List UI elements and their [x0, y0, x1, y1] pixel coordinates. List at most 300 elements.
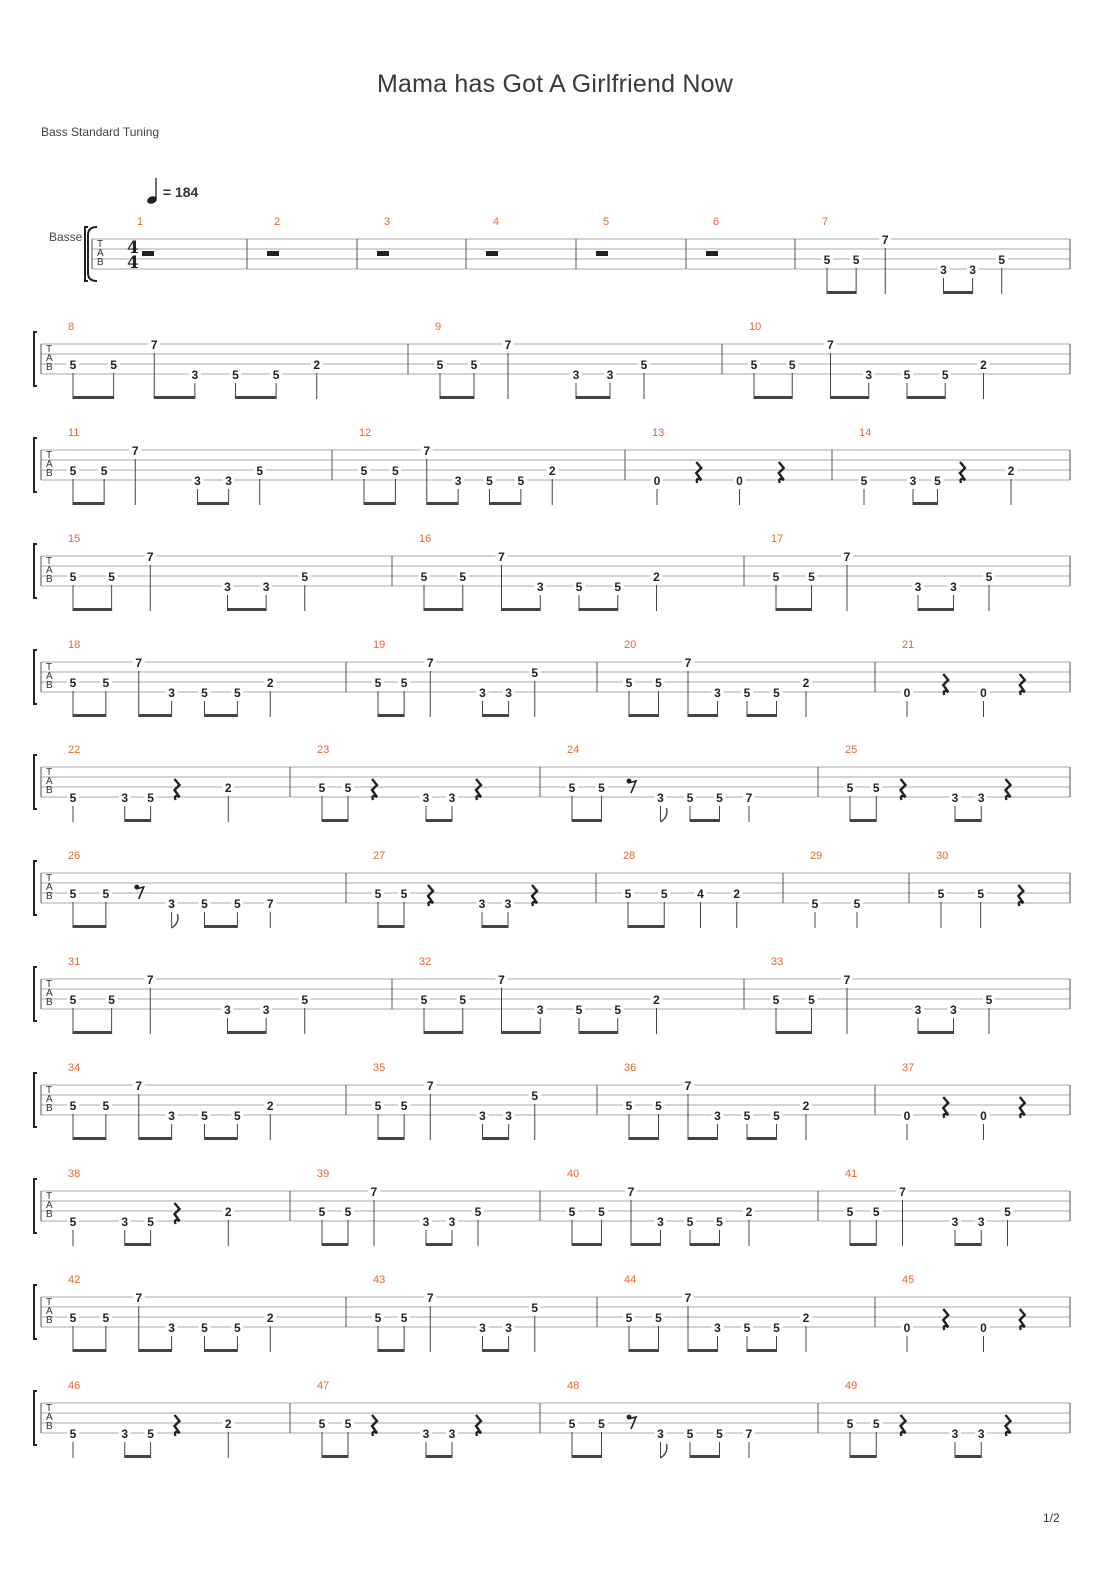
- beam: [688, 714, 718, 717]
- fret-number: 5: [400, 1099, 408, 1113]
- fret-number: 5: [903, 368, 911, 382]
- beam: [424, 608, 463, 611]
- fret-number: 7: [426, 1079, 434, 1093]
- fret-number: 3: [168, 1109, 175, 1123]
- multi-measure-rest-icon: [706, 251, 718, 256]
- beam: [125, 1243, 151, 1246]
- fret-number: 5: [474, 1205, 482, 1219]
- fret-number: 5: [69, 1427, 77, 1441]
- tab-clef-letter: B: [46, 1421, 53, 1432]
- beam: [579, 608, 618, 611]
- fret-number: 3: [479, 686, 486, 700]
- fret-number: 7: [827, 338, 834, 352]
- fret-number: 5: [808, 570, 815, 584]
- fret-number: 7: [146, 973, 154, 987]
- tab-clef-letter: A: [46, 776, 53, 787]
- beam: [139, 1349, 172, 1352]
- quarter-rest-icon: [779, 462, 784, 483]
- fret-number: 3: [977, 1427, 985, 1441]
- beam: [125, 819, 151, 822]
- measure-number: 42: [68, 1274, 81, 1286]
- beam: [483, 1349, 509, 1352]
- quarter-rest-icon: [943, 674, 948, 695]
- fret-number: 3: [914, 580, 922, 594]
- fret-number: 3: [422, 1215, 430, 1229]
- beam: [850, 1243, 876, 1246]
- beam: [427, 502, 458, 505]
- measure-number: 31: [68, 956, 81, 968]
- quarter-rest-icon: [476, 779, 481, 800]
- fret-number: 5: [531, 1301, 539, 1315]
- fret-number: 5: [655, 1099, 662, 1113]
- fret-number: 5: [852, 253, 860, 267]
- fret-number: 7: [370, 1185, 378, 1199]
- fret-number: 5: [934, 474, 941, 488]
- fret-number: 2: [745, 1205, 753, 1219]
- fret-number: 5: [568, 1205, 576, 1219]
- measure-number: 45: [902, 1274, 915, 1286]
- score-title: Mama has Got A Girlfriend Now: [377, 70, 733, 98]
- beam: [483, 1137, 509, 1140]
- fret-number: 3: [536, 1003, 544, 1017]
- fret-number: 5: [860, 474, 868, 488]
- tab-clef-letter: A: [46, 671, 53, 682]
- fret-number: 7: [426, 656, 434, 670]
- fret-number: 5: [655, 676, 662, 690]
- measure-number: 20: [624, 639, 637, 651]
- fret-number: 5: [941, 368, 949, 382]
- tab-clef-letter: B: [97, 257, 104, 268]
- fret-number: 5: [773, 1321, 780, 1335]
- fret-number: 7: [146, 550, 154, 564]
- fret-number: 5: [686, 791, 694, 805]
- fret-number: 5: [201, 686, 208, 700]
- measure-number: 5: [603, 216, 610, 228]
- measure-number: 33: [771, 956, 784, 968]
- measure-number: 19: [373, 639, 386, 651]
- quarter-rest-icon: [476, 1415, 481, 1436]
- beam: [73, 1137, 106, 1140]
- time-signature-bottom: 4: [127, 253, 139, 273]
- system-bracket: [34, 967, 37, 1021]
- fret-number: 3: [262, 580, 270, 594]
- fret-number: 5: [256, 464, 264, 478]
- measure-number: 35: [373, 1062, 386, 1074]
- fret-number: 3: [505, 1321, 512, 1335]
- multi-measure-rest-icon: [486, 251, 498, 256]
- fret-number: 5: [625, 1311, 633, 1325]
- beam: [955, 819, 981, 822]
- fret-number: 5: [517, 474, 525, 488]
- fret-number: 5: [69, 791, 77, 805]
- fret-number: 3: [194, 474, 201, 488]
- quarter-rest-icon: [943, 1309, 948, 1330]
- tab-clef-letter: T: [46, 979, 53, 990]
- measure-number: 21: [902, 639, 915, 651]
- system-bracket: [34, 544, 37, 598]
- multi-measure-rest-icon: [267, 251, 279, 256]
- beam: [139, 1137, 172, 1140]
- fret-number: 3: [977, 1215, 985, 1229]
- fret-number: 5: [100, 464, 108, 478]
- fret-number: 5: [598, 1205, 605, 1219]
- fret-number: 7: [498, 973, 505, 987]
- fret-number: 3: [121, 1215, 129, 1229]
- quarter-rest-icon: [175, 1415, 180, 1436]
- fret-number: 7: [843, 550, 851, 564]
- fret-number: 5: [69, 464, 77, 478]
- beam: [73, 1031, 112, 1034]
- tab-clef-letter: A: [46, 988, 53, 999]
- beam: [139, 714, 172, 717]
- quarter-rest-icon: [175, 779, 180, 800]
- fret-number: 3: [909, 474, 917, 488]
- tab-clef-letter: T: [46, 1085, 53, 1096]
- fret-number: 2: [224, 781, 232, 795]
- tab-clef-letter: B: [46, 1209, 53, 1220]
- measure-number: 2: [274, 216, 281, 228]
- fret-number: 5: [147, 1427, 154, 1441]
- instrument-label: Basse: [49, 230, 83, 244]
- fret-number: 5: [811, 897, 819, 911]
- tab-clef-letter: T: [46, 1403, 53, 1414]
- beam: [690, 1455, 720, 1458]
- fret-number: 5: [743, 1321, 751, 1335]
- measure-number: 7: [822, 216, 829, 228]
- fret-number: 5: [69, 1215, 77, 1229]
- beam: [572, 1243, 602, 1246]
- fret-number: 7: [423, 444, 431, 458]
- measure-number: 24: [567, 744, 580, 756]
- fret-number: 5: [374, 1311, 382, 1325]
- fret-number: 3: [224, 580, 231, 594]
- beam: [747, 714, 777, 717]
- fret-number: 5: [234, 1321, 241, 1335]
- beam: [228, 1031, 267, 1034]
- fret-number: 5: [640, 358, 648, 372]
- fret-number: 3: [479, 1109, 486, 1123]
- fret-number: 3: [940, 263, 947, 277]
- measure-number: 16: [419, 533, 432, 545]
- fret-number: 3: [505, 1109, 512, 1123]
- fret-number: 3: [657, 1427, 664, 1441]
- beam: [955, 1243, 981, 1246]
- fret-number: 4: [697, 887, 704, 901]
- tab-clef-letter: B: [46, 468, 53, 479]
- fret-number: 0: [980, 1321, 987, 1335]
- measure-number: 34: [68, 1062, 81, 1074]
- system-bracket: [34, 650, 37, 704]
- fret-number: 5: [823, 253, 831, 267]
- beam: [236, 396, 277, 399]
- fret-number: 5: [69, 1311, 77, 1325]
- tab-clef-letter: T: [46, 556, 53, 567]
- time-signature-top: 4: [127, 238, 139, 258]
- beam: [73, 714, 106, 717]
- fret-number: 5: [102, 1311, 110, 1325]
- tab-clef-letter: A: [46, 1412, 53, 1423]
- fret-number: 3: [950, 580, 957, 594]
- fret-number: 5: [234, 1109, 241, 1123]
- fret-number: 2: [266, 1099, 274, 1113]
- fret-number: 7: [745, 791, 753, 805]
- measure-number: 41: [845, 1168, 858, 1180]
- measure-number: 6: [713, 216, 720, 228]
- measure-number: 22: [68, 744, 81, 756]
- fret-number: 3: [225, 474, 232, 488]
- beam: [125, 1455, 151, 1458]
- fret-number: 5: [459, 570, 467, 584]
- fret-number: 5: [614, 580, 622, 594]
- fret-number: 5: [436, 358, 444, 372]
- fret-number: 7: [135, 1291, 143, 1305]
- quarter-rest-icon: [428, 885, 433, 906]
- fret-number: 0: [653, 474, 661, 488]
- fret-number: 5: [344, 1205, 352, 1219]
- fret-number: 5: [318, 1417, 326, 1431]
- fret-number: 3: [454, 474, 462, 488]
- beam: [73, 502, 104, 505]
- fret-number: 5: [625, 676, 633, 690]
- fret-number: 2: [224, 1417, 232, 1431]
- fret-number: 5: [846, 1205, 854, 1219]
- quarter-rest-icon: [960, 462, 965, 483]
- beam: [776, 608, 812, 611]
- measure-number: 26: [68, 850, 81, 862]
- multi-measure-rest-icon: [377, 251, 389, 256]
- fret-number: 5: [69, 993, 77, 1007]
- beam: [944, 291, 973, 294]
- beam: [629, 1137, 659, 1140]
- fret-number: 5: [937, 887, 945, 901]
- measure-number: 11: [68, 427, 80, 439]
- tab-clef-letter: B: [46, 1103, 53, 1114]
- beam: [747, 1137, 777, 1140]
- fret-number: 5: [773, 1109, 780, 1123]
- tab-clef-letter: T: [97, 239, 104, 250]
- fret-number: 3: [448, 791, 456, 805]
- fret-number: 0: [980, 1109, 987, 1123]
- fret-number: 5: [568, 781, 576, 795]
- fret-number: 5: [102, 676, 110, 690]
- fret-number: 3: [657, 1215, 664, 1229]
- measure-number: 47: [317, 1380, 330, 1392]
- fret-number: 5: [531, 1089, 539, 1103]
- fret-number: 5: [743, 686, 751, 700]
- fret-number: 7: [131, 444, 139, 458]
- measure-number: 32: [419, 956, 432, 968]
- beam: [502, 608, 541, 611]
- fret-number: 7: [627, 1185, 635, 1199]
- quarter-rest-icon: [372, 779, 377, 800]
- fret-number: 5: [772, 993, 780, 1007]
- beam: [322, 819, 348, 822]
- beam: [576, 396, 610, 399]
- beam: [378, 714, 404, 717]
- beam: [579, 1031, 618, 1034]
- fret-number: 5: [374, 676, 382, 690]
- measure-number: 17: [771, 533, 784, 545]
- fret-number: 7: [899, 1185, 906, 1199]
- fret-number: 3: [951, 791, 959, 805]
- tab-clef-letter: A: [97, 248, 104, 259]
- fret-number: 3: [865, 368, 873, 382]
- fret-number: 5: [147, 1215, 154, 1229]
- measure-number: 14: [859, 427, 872, 439]
- fret-number: 5: [420, 993, 428, 1007]
- fret-number: 3: [191, 368, 199, 382]
- tab-clef-letter: B: [46, 680, 53, 691]
- measure-number: 1: [137, 216, 144, 228]
- beam: [440, 396, 474, 399]
- fret-number: 5: [374, 1099, 382, 1113]
- fret-number: 5: [716, 1427, 723, 1441]
- fret-number: 5: [110, 358, 117, 372]
- tab-clef-letter: A: [46, 1094, 53, 1105]
- system-bracket: [34, 438, 37, 492]
- beam: [572, 1455, 602, 1458]
- fret-number: 2: [224, 1205, 232, 1219]
- fret-number: 5: [655, 1311, 662, 1325]
- tab-clef-letter: B: [46, 1315, 53, 1326]
- quarter-rest-icon: [901, 779, 906, 800]
- measure-number: 18: [68, 639, 81, 651]
- fret-number: 5: [232, 368, 239, 382]
- fret-number: 5: [301, 993, 309, 1007]
- fret-number: 5: [743, 1109, 751, 1123]
- fret-number: 5: [716, 1215, 723, 1229]
- fret-number: 5: [531, 666, 539, 680]
- fret-number: 2: [802, 1311, 810, 1325]
- quarter-rest-icon: [1006, 1415, 1011, 1436]
- beam: [688, 1137, 718, 1140]
- quarter-rest-icon: [175, 1203, 180, 1224]
- fret-number: 7: [684, 1291, 692, 1305]
- fret-number: 5: [598, 781, 605, 795]
- tab-clef-letter: T: [46, 1297, 53, 1308]
- fret-number: 0: [736, 474, 743, 488]
- beam: [502, 1031, 541, 1034]
- beam: [918, 608, 954, 611]
- quarter-rest-icon: [901, 1415, 906, 1436]
- fret-number: 7: [498, 550, 505, 564]
- beam: [205, 1349, 238, 1352]
- fret-number: 5: [575, 580, 583, 594]
- fret-number: 2: [266, 1311, 274, 1325]
- beam: [754, 396, 792, 399]
- multi-measure-rest-icon: [596, 251, 608, 256]
- fret-number: 7: [426, 1291, 434, 1305]
- tab-clef-letter: T: [46, 767, 53, 778]
- beam: [850, 1455, 876, 1458]
- fret-number: 3: [168, 1321, 175, 1335]
- tempo-value: = 184: [162, 184, 199, 200]
- beam: [198, 502, 229, 505]
- fret-number: 2: [733, 887, 741, 901]
- measure-number: 27: [373, 850, 386, 862]
- fret-number: 5: [716, 791, 723, 805]
- fret-number: 5: [772, 570, 780, 584]
- beam: [572, 819, 602, 822]
- fret-number: 5: [102, 887, 110, 901]
- beam: [831, 396, 869, 399]
- fret-number: 5: [234, 686, 241, 700]
- quarter-rest-icon: [372, 1415, 377, 1436]
- beam: [205, 714, 238, 717]
- fret-number: 5: [568, 1417, 576, 1431]
- fret-number: 0: [903, 1321, 911, 1335]
- beam: [483, 714, 509, 717]
- tab-clef-letter: T: [46, 662, 53, 673]
- tab-clef-letter: A: [46, 459, 53, 470]
- measure-number: 13: [652, 427, 665, 439]
- measure-number: 4: [493, 216, 500, 228]
- note-flag: [172, 914, 178, 928]
- measure-number: 48: [567, 1380, 580, 1392]
- tuning-label: Bass Standard Tuning: [41, 125, 160, 139]
- fret-number: 3: [422, 791, 430, 805]
- beam: [378, 925, 404, 928]
- beam: [73, 925, 106, 928]
- fret-number: 5: [598, 1417, 605, 1431]
- measure-number: 30: [936, 850, 949, 862]
- fret-number: 2: [313, 358, 321, 372]
- fret-number: 5: [201, 1109, 208, 1123]
- fret-number: 5: [750, 358, 758, 372]
- fret-number: 5: [985, 993, 993, 1007]
- fret-number: 5: [201, 1321, 208, 1335]
- beam: [228, 608, 267, 611]
- fret-number: 5: [575, 1003, 583, 1017]
- fret-number: 5: [147, 791, 154, 805]
- fret-number: 5: [69, 1099, 77, 1113]
- tab-clef-letter: T: [46, 873, 53, 884]
- measure-number: 37: [902, 1062, 915, 1074]
- measure-number: 36: [624, 1062, 637, 1074]
- system-bracket: [34, 1179, 37, 1233]
- beam: [490, 502, 521, 505]
- tab-clef-letter: B: [46, 362, 53, 373]
- beam: [776, 1031, 812, 1034]
- fret-number: 7: [504, 338, 512, 352]
- fret-number: 5: [853, 897, 861, 911]
- beam: [73, 1349, 106, 1352]
- measure-number: 15: [68, 533, 81, 545]
- beam: [747, 1349, 777, 1352]
- system-bracket: [34, 332, 37, 386]
- fret-number: 3: [950, 1003, 957, 1017]
- measure-number: 23: [317, 744, 330, 756]
- beam: [73, 608, 112, 611]
- fret-number: 5: [201, 897, 208, 911]
- fret-number: 0: [980, 686, 987, 700]
- fret-number: 3: [951, 1427, 959, 1441]
- fret-number: 7: [684, 656, 692, 670]
- fret-number: 5: [108, 993, 115, 1007]
- fret-number: 3: [657, 791, 664, 805]
- tab-clef-letter: B: [46, 997, 53, 1008]
- beam: [322, 1243, 348, 1246]
- quarter-rest-icon: [1020, 1097, 1025, 1118]
- fret-number: 7: [266, 897, 274, 911]
- beam: [482, 925, 508, 928]
- note-flag: [661, 808, 667, 822]
- beam: [955, 1455, 981, 1458]
- fret-number: 2: [1007, 464, 1015, 478]
- fret-number: 5: [344, 781, 352, 795]
- fret-number: 3: [448, 1427, 456, 1441]
- quarter-rest-icon: [1020, 1309, 1025, 1330]
